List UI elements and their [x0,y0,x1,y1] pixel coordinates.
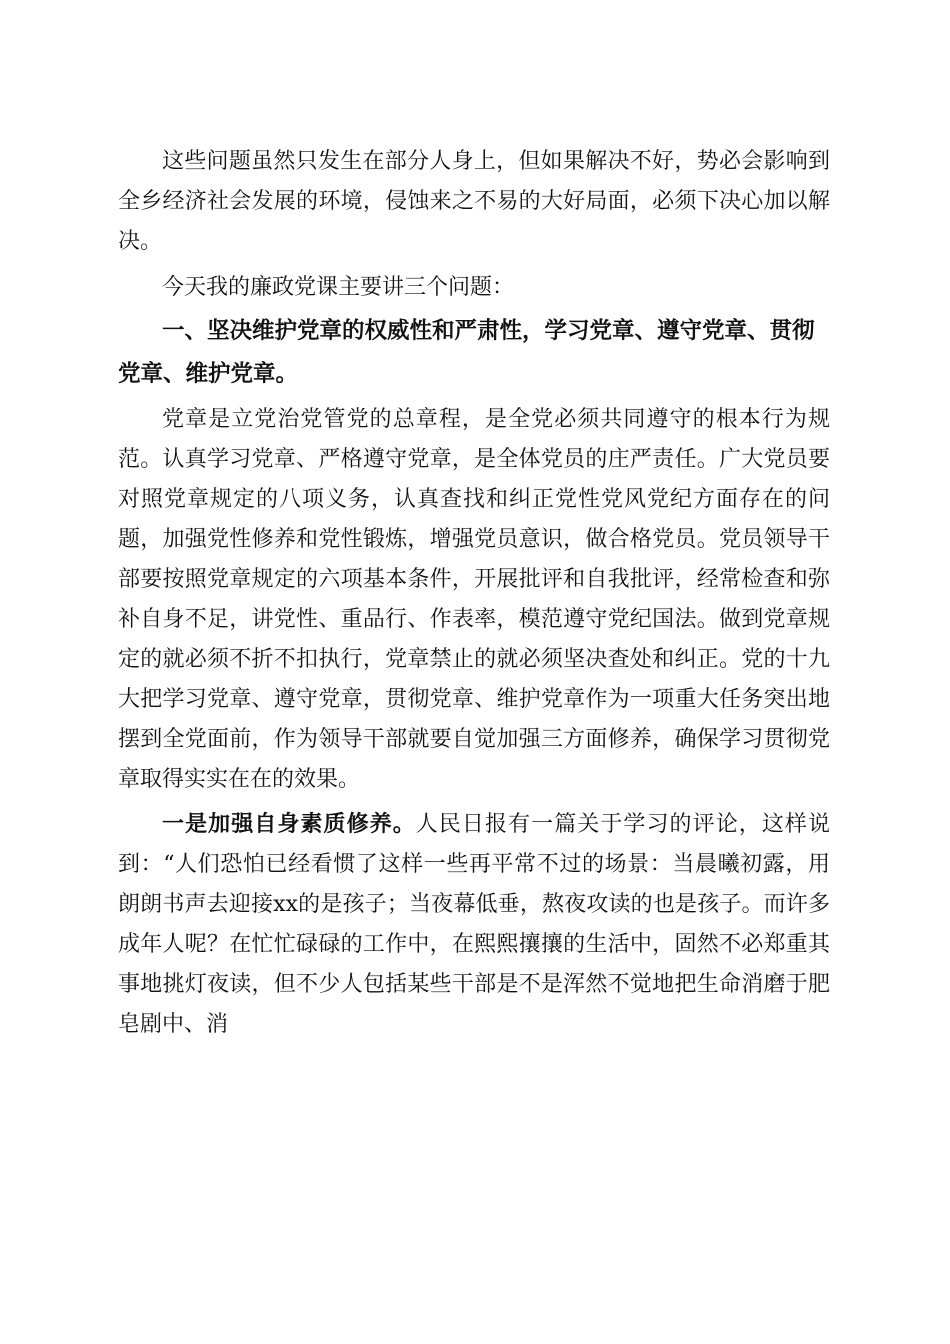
paragraph-lead-phrase: 一是加强自身素质修养。 [162,811,416,837]
paragraph-intro: 今天我的廉政党课主要讲三个问题： [162,275,515,300]
document-page [118,142,830,1045]
paragraph-party-charter: 党章是立党治党管党的总章程，是全党必须共同遵守的根本行为规范。认真学习党章、严格遵守党章，是全体党员的庄严责任。广大党员要对照党章规定的八项义务，认真查找和纠正党性党风党纪方面存在的问题，加强党性修养和党性锻炼，增强党员意识，做合格党员。党员领导干部要按照党章规定的六项基本条件，开展批评和自我批评，经常检查和弥补自身不足，讲党性、重品行、作表率，模范遵守党纪国法。做到党章规定的就必须不折不扣执行，党章禁止的就必须坚决查处和纠正。党的十九大把学习党章、遵守党章，贯彻党章、维护党章作为一项重大任务突出地摆到全党面前，作为领导干部就要自觉加强三方面修养，确保学习贯彻党章取得实实在在的效果。 [118,407,830,792]
paragraph-body: 人民日报有一篇关于学习的评论，这样说到：“人们恐怕已经看惯了这样一些再平常不过的场景：当晨曦初露，用朗朗书声去迎接xx的是孩子；当夜幕低垂，熬夜攻读的也是孩子。而许多成年人呢？在忙忙碌碌的工作中，在熙熙攘攘的生活中，固然不必郑重其事地挑灯夜读，但不少人包括某些干部是不是浑然不觉地把生命消磨于肥皂剧中、消 [118,812,830,1037]
paragraph-problems: 这些问题虽然只发生在部分人身上，但如果解决不好，势必会影响到全乡经济社会发展的环境，侵蚀来之不易的大好局面，必须下决心加以解决。 [118,149,830,254]
paragraph-self-quality [118,804,830,1045]
section-heading-1: 一、坚决维护党章的权威性和严肃性，学习党章、遵守党章、贯彻党章、维护党章。 [118,318,815,387]
